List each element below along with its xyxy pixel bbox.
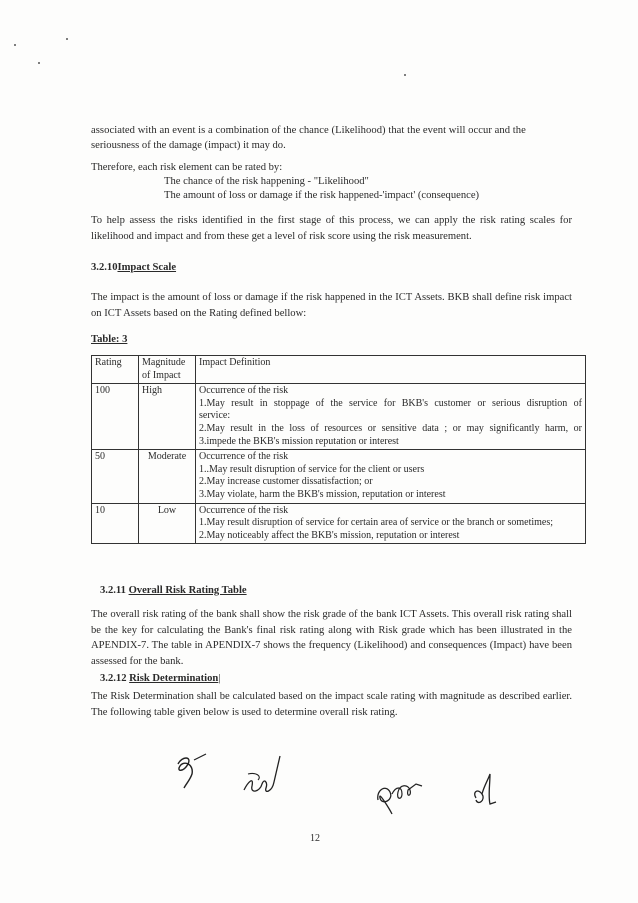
intro-line-1: associated with an event is a combination of the chance (Likelihood) that the event will occur and the [91, 125, 526, 136]
scan-speck [66, 38, 68, 40]
definition-line: Occurrence of the risk [199, 385, 289, 397]
table-row [92, 384, 586, 450]
cell-rating: 50 [92, 450, 139, 503]
overall-rating-paragraph: The overall risk rating of the bank shall show the risk grade of the bank ICT Assets. This overall risk rating shall be the key for calculating the Bank's final risk rating along with Risk grade which has been illustrated in the APENDIX-7. The table in APENDIX-7 shows the frequency (Likelihood) and consequences (Impact) have been assessed for the bank. [91, 609, 572, 667]
cell-rating: 10 [92, 503, 139, 544]
table-caption: Table: 3 [91, 334, 128, 345]
definition-line: 2.May result in the loss of resources or sensitive data ; or may significantly harm, or [199, 422, 582, 434]
cell-definition [196, 384, 586, 450]
section-number: 3.2.12 [100, 673, 127, 684]
impact-table [91, 355, 586, 544]
signature-3 [372, 770, 426, 816]
definition-line: 1.May result disruption of service for certain area of service or the branch or sometimes; [199, 517, 554, 529]
scan-speck [404, 74, 406, 76]
header-definition: Impact Definition [196, 356, 586, 384]
scan-speck [38, 62, 40, 64]
definition-line: Occurrence of the risk [199, 451, 289, 463]
definition-line: service: [199, 410, 231, 422]
scan-speck [14, 44, 16, 46]
cell-rating: 100 [92, 384, 139, 450]
definition-line: 1.May result in stoppage of the service for BKB's customer or serious disruption of [199, 397, 582, 409]
signature-2 [238, 752, 284, 800]
definition-line: 3.impede the BKB's mission reputation or interest [199, 435, 399, 447]
intro-line-2: seriousness of the damage (impact) it may do. [91, 140, 286, 151]
definition-line: 1..May result disruption of service for the client or users [199, 463, 425, 475]
header-magnitude: Magnitude of Impact [139, 356, 196, 384]
cell-magnitude: Low [139, 503, 196, 544]
section-title: Risk Determination [129, 673, 219, 684]
cell-definition [196, 450, 586, 503]
signature-4 [468, 772, 498, 810]
cell-definition [196, 503, 586, 544]
overall-rating-heading [100, 585, 247, 596]
assess-paragraph: To help assess the risks identified in the first stage of this process, we can apply the risk rating scales for likelihood and impact and from these get a level of risk score using the risk measurement. [91, 215, 572, 242]
definition-line: 2.May noticeably affect the BKB's mission, reputation or interest [199, 529, 460, 541]
table-row [92, 503, 586, 544]
section-number: 3.2.10 [91, 262, 118, 273]
cell-magnitude: High [139, 384, 196, 450]
impact-scale-heading [91, 262, 176, 273]
impact-scale-paragraph: The impact is the amount of loss or damage if the risk happened in the ICT Assets. BKB shall define risk impact on ICT Assets based on the Rating defined bellow: [91, 292, 572, 319]
risk-determination-heading: 3.2.12 Risk Determination| [100, 673, 221, 684]
section-title: Overall Risk Rating Table [128, 585, 247, 596]
table-header-row [92, 356, 586, 384]
rate-by-impact: The amount of loss or damage if the risk happened-'impact' (consequence) [164, 190, 480, 201]
header-rating: Rating [92, 356, 139, 384]
risk-determination-paragraph: The Risk Determination shall be calculated based on the impact scale rating with magnitude as described earlier. The following table given below is used to determine overall risk rating. [91, 691, 572, 718]
therefore-text: Therefore, each risk element can be rated by: [91, 162, 283, 173]
rate-by-likelihood: The chance of the risk happening - "Likelihood" [164, 176, 369, 187]
page-number: 12 [310, 833, 320, 844]
table-row [92, 450, 586, 503]
signature-1 [170, 750, 212, 790]
section-title: Impact Scale [117, 262, 177, 273]
section-number: 3.2.11 [100, 585, 126, 596]
definition-line: 2.May increase customer dissatisfaction; or [199, 476, 373, 488]
definition-line: 3.May violate, harm the BKB's mission, reputation or interest [199, 488, 446, 500]
cell-magnitude: Moderate [139, 450, 196, 503]
definition-line: Occurrence of the risk [199, 504, 289, 516]
